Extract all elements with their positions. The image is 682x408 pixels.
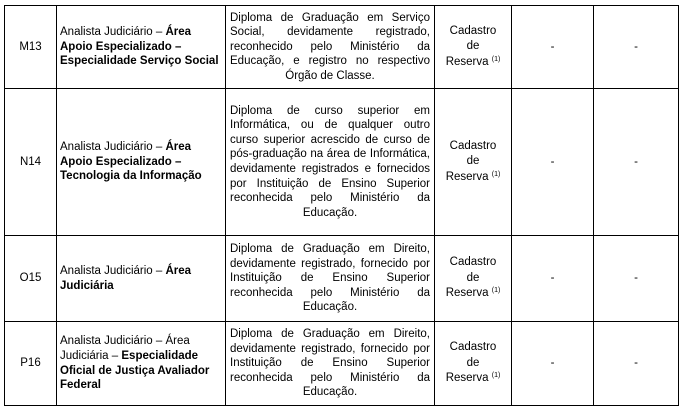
vacancies-line-2: de <box>466 271 480 284</box>
requirement-text: Diploma de Graduação em Serviço Social, devidamente registrado, reconhecido pelo Ministério da Educação, e registro no respectivo Órgão de Classe. <box>226 6 435 89</box>
position-title-bold: Área Judiciária <box>60 264 192 292</box>
footnote-marker: (1) <box>491 372 501 380</box>
position-code: N14 <box>5 89 57 236</box>
vacancies-dash-a: - <box>512 89 594 236</box>
vacancies-line-1: Cadastro <box>449 341 497 354</box>
vacancies-dash-b: - <box>594 236 679 322</box>
table-row <box>5 89 679 236</box>
vacancies-line-1: Cadastro <box>449 256 497 269</box>
position-title <box>57 6 226 89</box>
vacancies-cell <box>435 236 512 322</box>
vacancies-dash-b: - <box>594 6 679 89</box>
footnote-marker: (1) <box>491 170 501 178</box>
position-title-prefix: Analista Judiciário – <box>60 26 166 39</box>
vacancies-line-3: Reserva <box>445 287 489 300</box>
position-code: M13 <box>5 6 57 89</box>
position-code: O15 <box>5 236 57 322</box>
vacancies-dash-b: - <box>594 322 679 406</box>
vacancies-dash-a: - <box>512 322 594 406</box>
table-row <box>5 322 679 406</box>
position-title-bold: Área Apoio Especializado – Tecnologia da Informação <box>60 141 202 183</box>
vacancies-line-2: de <box>466 155 480 168</box>
position-title-prefix: Analista Judiciário – <box>60 141 166 154</box>
vacancies-line-1: Cadastro <box>449 139 497 152</box>
vacancies-line-2: de <box>466 40 480 53</box>
position-title <box>57 236 226 322</box>
positions-table <box>4 5 679 406</box>
position-title-bold: Especialidade Oficial de Justiça Avaliador Federal <box>60 349 210 392</box>
table-row <box>5 6 679 89</box>
position-title <box>57 322 226 406</box>
position-title-prefix: Analista Judiciário – Área Judiciária – <box>60 335 190 362</box>
vacancies-line-3: Reserva <box>445 372 489 385</box>
position-title-prefix: Analista Judiciário – <box>60 264 166 277</box>
footnote-marker: (1) <box>491 55 501 63</box>
requirement-text: Diploma de curso superior em Informática, ou de qualquer outro curso superior acrescido de curso de pós-graduação na área de Informática, devidamente registrados e fornecidos por Instituição de Ensino Superior reconhecida pelo Ministério da Educação. <box>226 89 435 236</box>
requirement-text: Diploma de Graduação em Direito, devidamente registrado, fornecido por Instituição de Ensino Superior reconhecida pelo Ministério da Educação. <box>226 322 435 406</box>
vacancies-line-3: Reserva <box>445 55 489 68</box>
requirement-text: Diploma de Graduação em Direito, devidamente registrado, fornecido por Instituição de Ensino Superior reconhecida pelo Ministério da Educação. <box>226 236 435 322</box>
position-title <box>57 89 226 236</box>
vacancies-cell <box>435 6 512 89</box>
vacancies-line-3: Reserva <box>445 170 489 183</box>
vacancies-dash-a: - <box>512 236 594 322</box>
vacancies-cell <box>435 322 512 406</box>
vacancies-dash-a: - <box>512 6 594 89</box>
footnote-marker: (1) <box>491 287 501 295</box>
vacancies-line-2: de <box>466 356 480 369</box>
position-title-bold: Área Apoio Especializado – Especialidade Serviço Social <box>60 26 219 68</box>
table-row <box>5 236 679 322</box>
position-code: P16 <box>5 322 57 406</box>
vacancies-cell <box>435 89 512 236</box>
vacancies-dash-b: - <box>594 89 679 236</box>
vacancies-line-1: Cadastro <box>449 24 497 37</box>
